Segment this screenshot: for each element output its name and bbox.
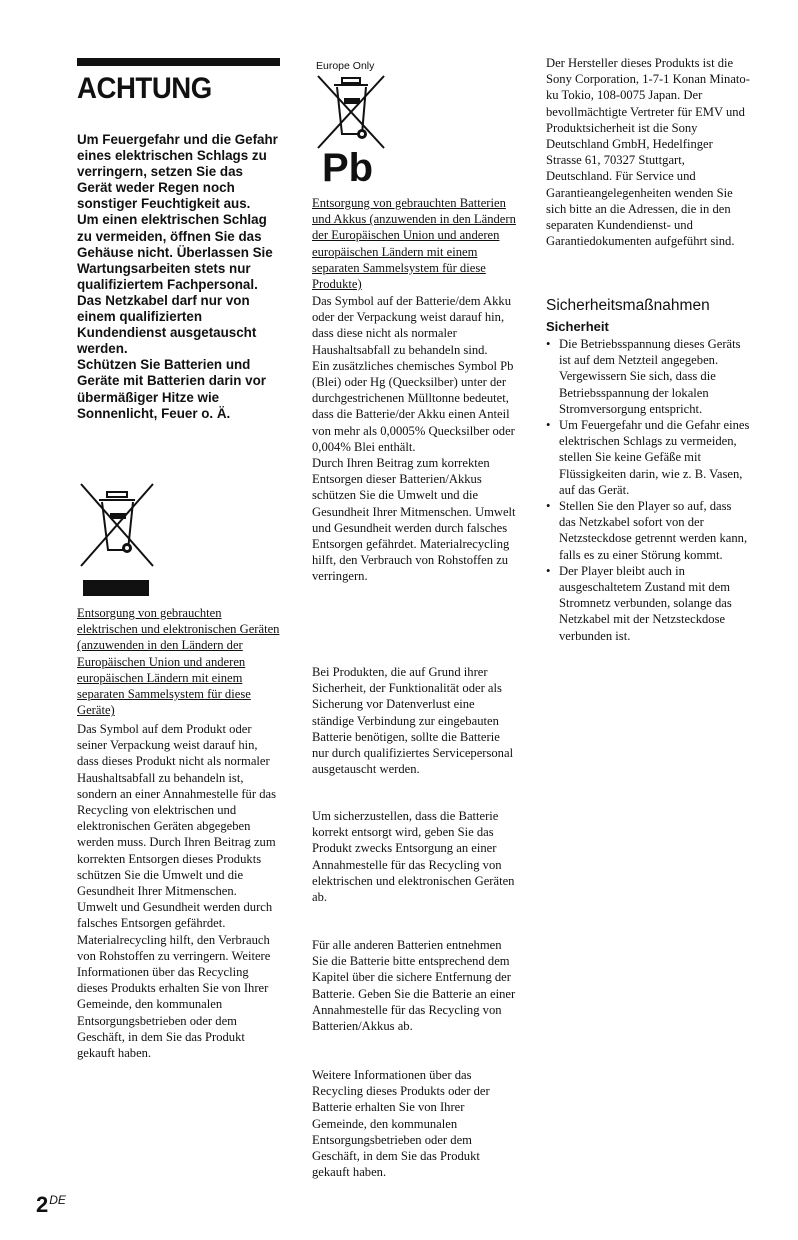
- warning-paragraph: Um einen elektrischen Schlag zu vermeiden, öffnen Sie das Gehäuse nicht. Überlassen Sie Wartungsarbeiten stets nur qualifiziertem Fachpersonal.: [77, 212, 273, 292]
- battery-heading: Entsorgung von gebrauchten Batterien und Akkus (anzuwenden in den Ländern der Europäischen Union und anderen europäischen Ländern mit einem separaten Sammelsystem für diese Produkte): [312, 196, 516, 292]
- crossed-bin-icon: [77, 480, 159, 580]
- warning-paragraph: Um Feuergefahr und die Gefahr eines elektrischen Schlags zu verringern, setzen Sie das Gerät weder Regen noch sonstiger Feuchtigkeit aus.: [77, 132, 278, 212]
- weee-body: Das Symbol auf dem Produkt oder seiner Verpackung weist darauf hin, dass dieses Produkt nicht als normaler Haushaltsabfall zu behandeln ist, sondern an einer Annahmestelle für das Recycling von elektrischen und elektronischen Geräten abgegeben werden muss. Durch Ihren Beitrag zum korrekten Entsorgen dieses Produkts schützen Sie die Umwelt und die Gesundheit Ihrer Mitmenschen. Umwelt und Gesundheit werden durch falsches Entsorgen gefährdet. Materialrecycling hilft, den Verbrauch von Rohstoffen zu verringern. Weitere Informationen über das Recycling dieses Produkts erhalten Sie von Ihrer Gemeinde, den kommunalen Entsorgungsbetrieben oder dem Geschäft, in dem Sie das Produkt gekauft haben.: [77, 722, 276, 1061]
- weee-heading: Entsorgung von gebrauchten elektrischen und elektronischen Geräten (anzuwenden in den Ländern der Europäischen Union und anderen europäischen Ländern mit einem separaten Sammelsystem für diese Geräte): [77, 606, 280, 718]
- pb-chemical-symbol: Pb: [322, 146, 374, 190]
- warning-paragraph: Das Netzkabel darf nur von einem qualifizierten Kundendienst ausgetauscht werden.: [77, 292, 257, 357]
- battery-body: [312, 293, 517, 585]
- battery-paragraph: Das Symbol auf der Batterie/dem Akku oder der Verpackung weist darauf hin, dass diese nicht als normaler Haushaltsabfall zu behandeln sind.: [312, 294, 512, 357]
- section-subtitle: Sicherheit: [546, 319, 609, 334]
- page-title: ACHTUNG: [77, 72, 212, 105]
- list-item: • Stellen Sie den Player so auf, dass das Netzkabel sofort von der Netzsteckdose getrennt werden kann, falls es zu einer Störung kommt.: [546, 498, 751, 563]
- warning-block: [77, 132, 280, 422]
- europe-only-label: Europe Only: [316, 60, 375, 72]
- page-number: [36, 1192, 66, 1218]
- more-info-paragraph: Weitere Informationen über das Recycling dieses Produkts oder der Batterie erhalten Sie von Ihrer Gemeinde, den kommunalen Entsorgungsbetrieben oder dem Geschäft, in dem Sie das Produkt gekauft haben.: [312, 1068, 490, 1180]
- builtin-battery-paragraph: Bei Produkten, die auf Grund ihrer Sicherheit, der Funktionalität oder als Sicherung vor Datenverlust eine ständige Verbindung zur eingebauten Batterie benötigen, sollte die Batterie nur durch qualifiziertes Servicepersonal ausgetauscht werden.: [312, 665, 514, 777]
- battery-paragraph: Ein zusätzliches chemisches Symbol Pb (Blei) oder Hg (Quecksilber) unter der durchgestrichenen Mülltonne bedeutet, dass die Batterie/der Akku einen Anteil von mehr als 0,0005% Quecksilber oder 0,004% Blei enthält.: [312, 358, 515, 454]
- section-title: Sicherheitsmaßnahmen: [546, 297, 710, 314]
- crossed-battery-bin-icon: [312, 72, 394, 152]
- list-item: • Die Betriebsspannung dieses Geräts ist auf dem Netzteil angegeben. Vergewissern Sie sich, dass die Betriebsspannung der lokalen Stromversorgung entspricht.: [546, 336, 751, 417]
- black-bar-symbol: [83, 580, 149, 596]
- page-lang-code: DE: [49, 1193, 66, 1207]
- list-item: • Der Player bleibt auch in ausgeschaltetem Zustand mit dem Stromnetz verbunden, solange das Netzkabel mit der Netzsteckdose verbunden ist.: [546, 563, 751, 644]
- heading-rule: [77, 58, 280, 66]
- other-batteries-paragraph: Für alle anderen Batterien entnehmen Sie die Batterie bitte entsprechend dem Kapitel über die sichere Entfernung der Batterie. Geben Sie die Batterie an einer Annahmestelle für das Recycling von Batterien/Akkus ab.: [312, 938, 516, 1034]
- safety-list: [546, 336, 751, 644]
- list-item: • Um Feuergefahr und die Gefahr eines elektrischen Schlags zu vermeiden, stellen Sie keine Gefäße mit Flüssigkeiten darin, wie z. B. Vasen, auf das Gerät.: [546, 417, 751, 498]
- page-number-value: 2: [36, 1192, 49, 1217]
- warning-paragraph: Schützen Sie Batterien und Geräte mit Batterien darin vor übermäßiger Hitze wie Sonnenlicht, Feuer o. Ä.: [77, 357, 267, 421]
- battery-paragraph: Durch Ihren Beitrag zum korrekten Entsorgen dieser Batterien/Akkus schützen Sie die Umwelt und die Gesundheit Ihrer Mitmenschen. Umwelt und Gesundheit werden durch falsches Entsorgen gefährdet. Materialrecycling hilft, den Verbrauch von Rohstoffen zu verringern.: [312, 456, 516, 584]
- ensure-disposal-paragraph: Um sicherzustellen, dass die Batterie korrekt entsorgt wird, geben Sie das Produkt zwecks Entsorgung an einer Annahmestelle für das Recycling von elektrischen und elektronischen Geräten ab.: [312, 809, 515, 905]
- manufacturer-paragraph: Der Hersteller dieses Produkts ist die Sony Corporation, 1-7-1 Konan Minato-ku Tokio, 108-0075 Japan. Der bevollmächtigte Vertreter für EMV und Produktsicherheit ist die Sony Deutschland GmbH, Hedelfinger Strasse 61, 70327 Stuttgart, Deutschland. Für Service und Garantieangelegenheiten wenden Sie sich bitte an die Adressen, die in den separaten Kundendienst- und Garantiedokumenten aufgeführt sind.: [546, 56, 750, 249]
